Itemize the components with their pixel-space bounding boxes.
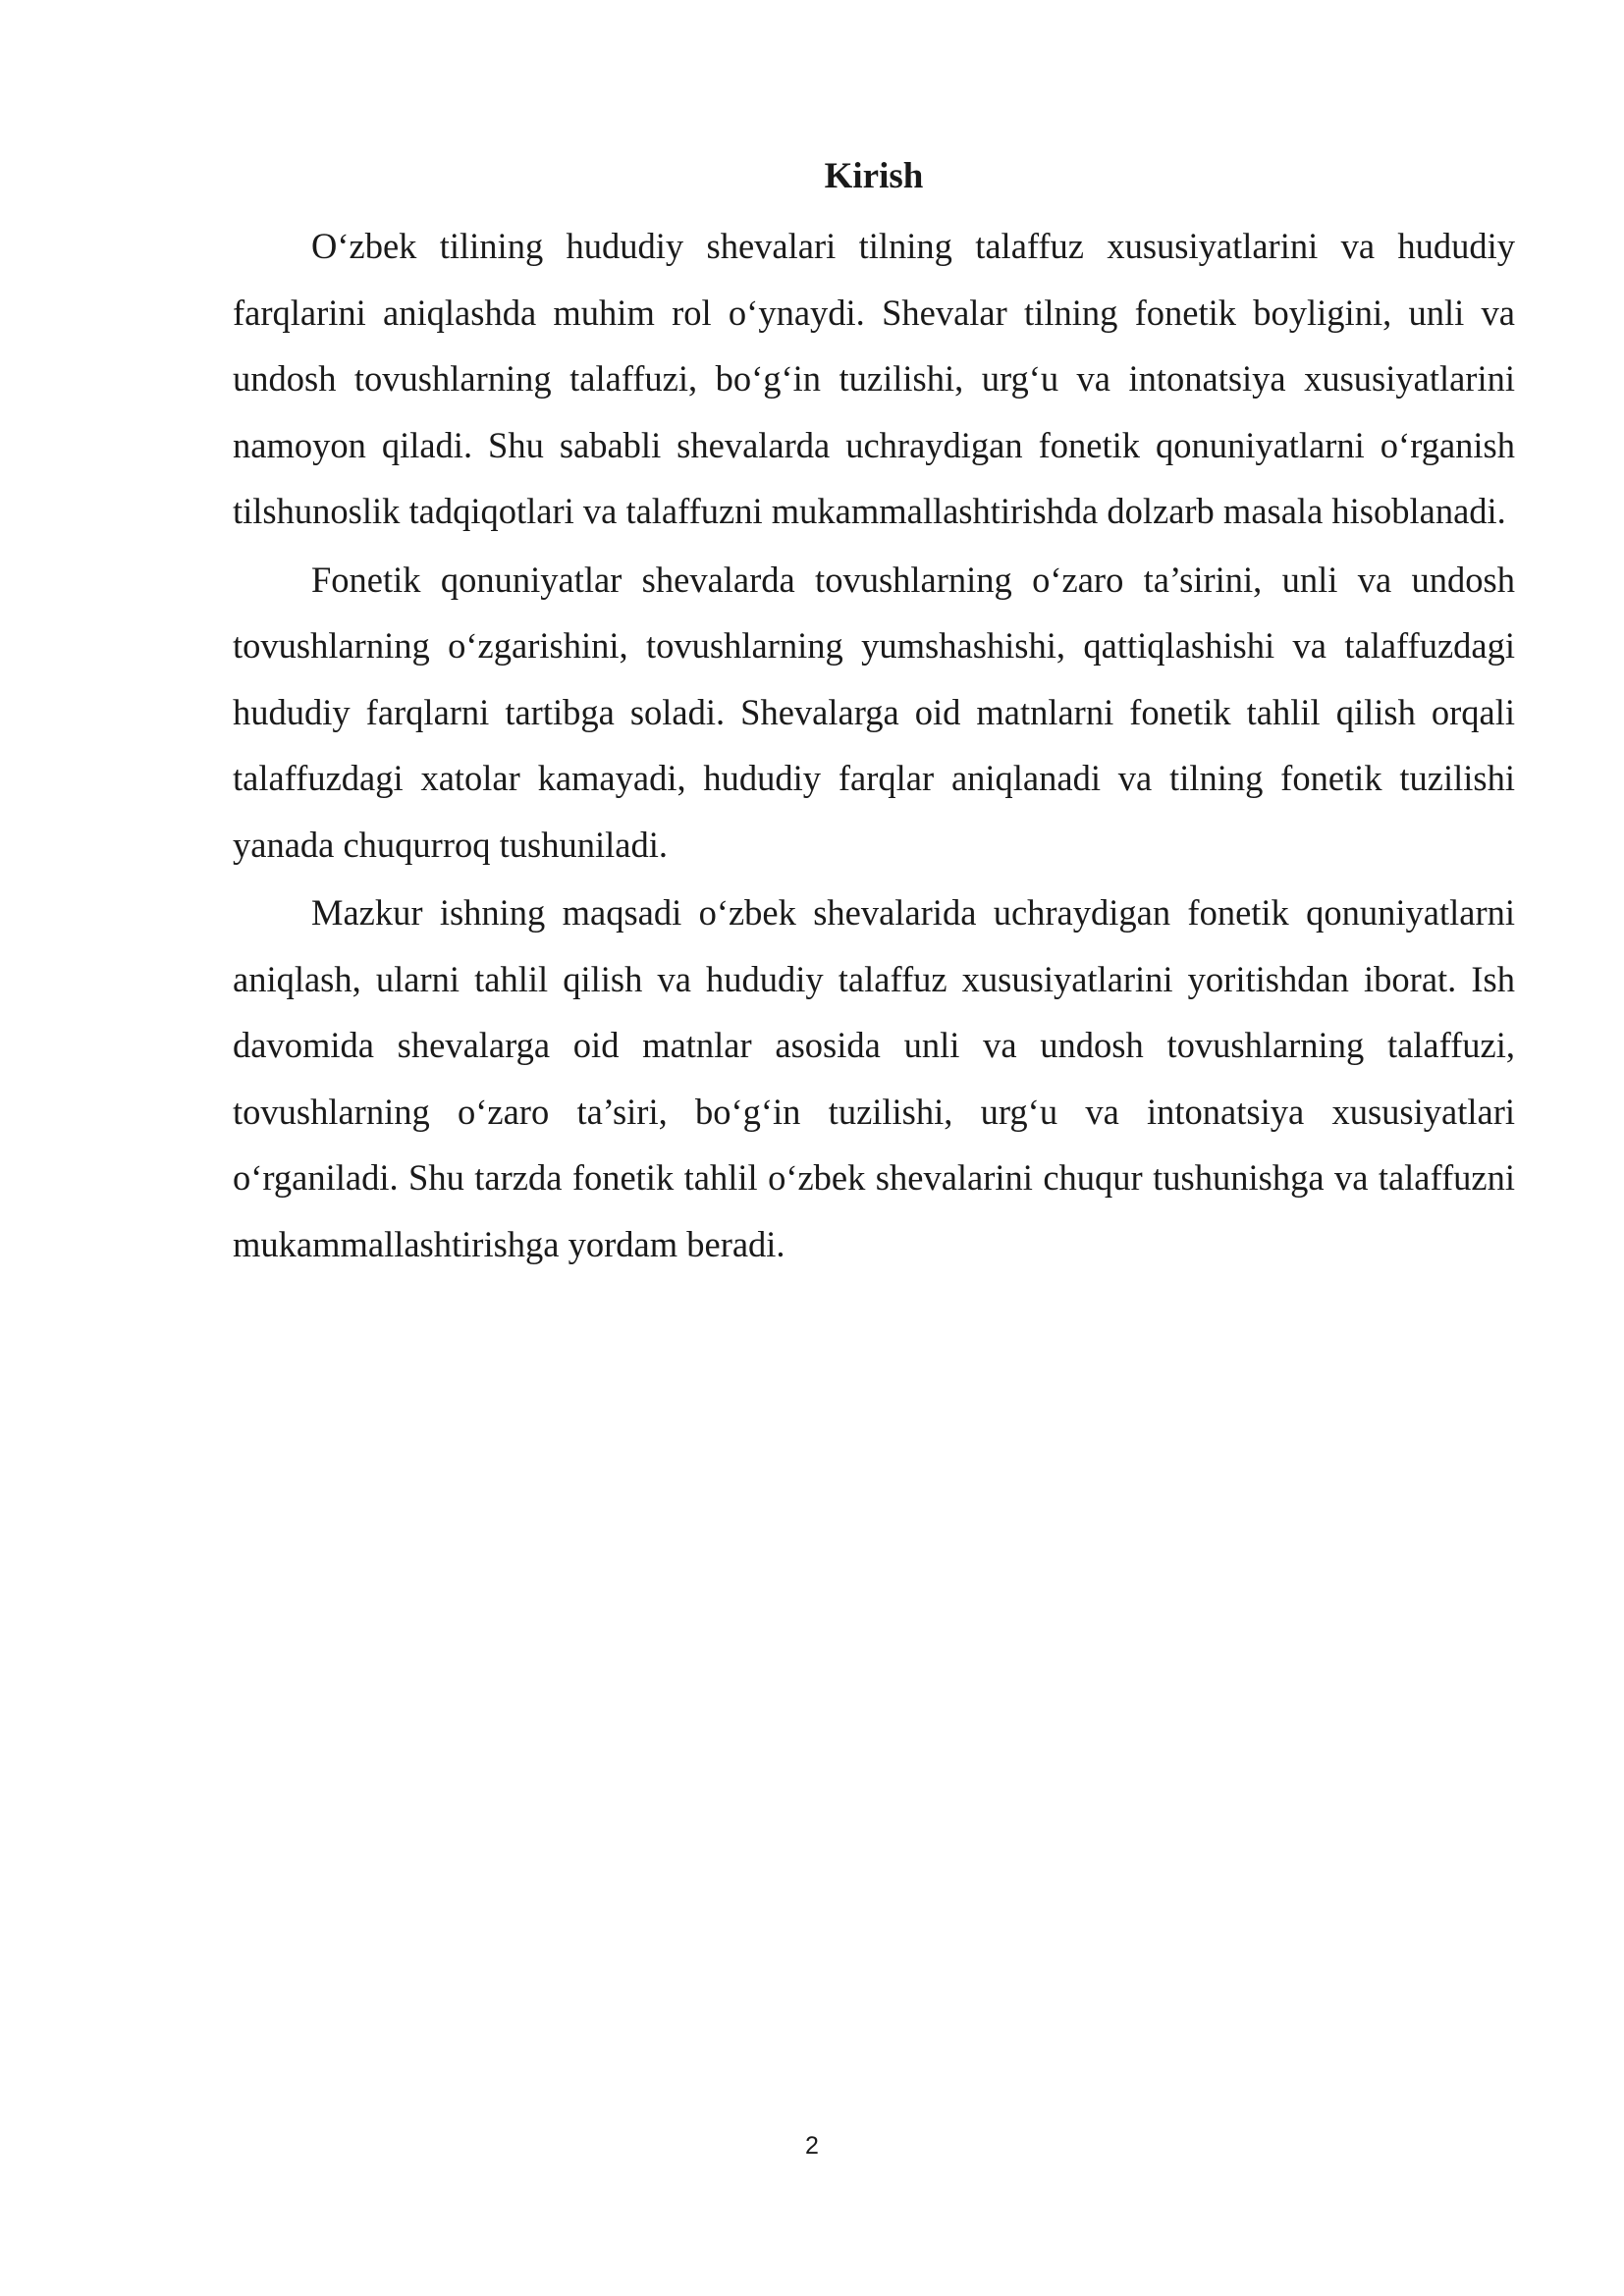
section-title: Kirish	[824, 156, 924, 196]
page-content	[233, 149, 1515, 1279]
paragraph-1: O‘zbek tilining hududiy shevalari tilning talaffuz xususiyatlarini va hududiy farqlarini aniqlashda muhim rol o‘ynaydi. Shevalar tilning fonetik boyligini, unli va undosh tovushlarning talaffuzi, bo‘g‘in tuzilishi, urg‘u va intonatsiya xususiyatlarini namoyon qiladi. Shu sababli shevalarda uchraydigan fonetik qonuniyatlarni o‘rganish tilshunoslik tadqiqotlari va talaffuzni mukammallashtirishda dolzarb masala hisoblanadi.	[233, 226, 1515, 531]
paragraph-2: Fonetik qonuniyatlar shevalarda tovushlarning o‘zaro ta’sirini, unli va undosh tovushlarning o‘zgarishini, tovushlarning yumshashishi, qattiqlashishi va talaffuzdagi hududiy farqlarni tartibga soladi. Shevalarga oid matnlarni fonetik tahlil qilish orqali talaffuzdagi xatolar kamayadi, hududiy farqlar aniqlanadi va tilning fonetik tuzilishi yanada chuqurroq tushuniladi.	[233, 559, 1515, 865]
page-number: 2	[805, 2132, 819, 2160]
paragraph-3: Mazkur ishning maqsadi o‘zbek shevalarida uchraydigan fonetik qonuniyatlarni aniqlash, ularni tahlil qilish va hududiy talaffuz xususiyatlarini yoritishdan iborat. Ish davomida shevalarga oid matnlar asosida unli va undosh tovushlarning talaffuzi, tovushlarning o‘zaro ta’siri, bo‘g‘in tuzilishi, urg‘u va intonatsiya xususiyatlari o‘rganiladi. Shu tarzda fonetik tahlil o‘zbek shevalarini chuqur tushunishga va talaffuzni mukammallashtirishga yordam beradi.	[233, 892, 1515, 1264]
